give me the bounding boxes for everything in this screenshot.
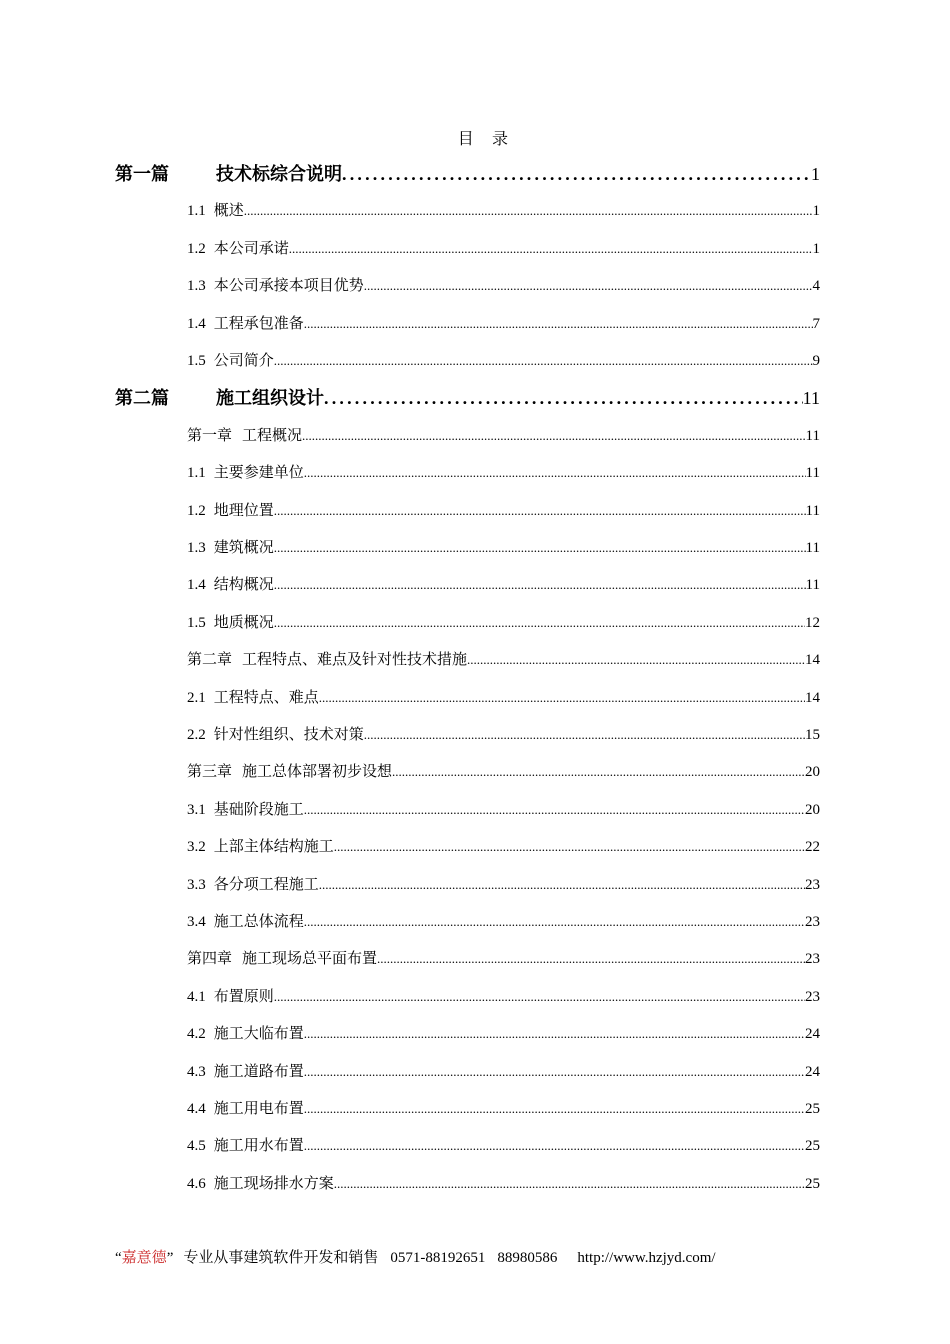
entry-page-number: 22 bbox=[805, 839, 820, 856]
entry-number: 1.2 bbox=[187, 240, 206, 257]
page-footer bbox=[115, 1246, 716, 1267]
dot-leader bbox=[274, 577, 806, 593]
entry-page-number: 1 bbox=[812, 203, 820, 220]
entry-title: 各分项工程施工 bbox=[213, 876, 319, 893]
dot-leader bbox=[302, 428, 806, 444]
entry-page-number: 11 bbox=[805, 577, 820, 594]
entry-title: 针对性组织、技术对策 bbox=[213, 727, 364, 743]
entry-title: 施工总体流程 bbox=[213, 914, 304, 930]
dot-leader bbox=[304, 1026, 805, 1042]
toc-section-row[interactable] bbox=[187, 536, 820, 557]
entry-number: 第一章 bbox=[187, 427, 233, 444]
dot-leader bbox=[334, 839, 805, 855]
entry-title: 施工用电布置 bbox=[213, 1101, 304, 1117]
entry-title: 施工用水布置 bbox=[213, 1138, 304, 1155]
dot-leader bbox=[319, 690, 805, 706]
toc-chapter-row[interactable] bbox=[187, 760, 820, 781]
dot-leader bbox=[244, 203, 813, 219]
entry-page-number: 25 bbox=[805, 1101, 820, 1117]
footer-phone2: 88980586 bbox=[497, 1250, 558, 1266]
entry-number: 第三章 bbox=[187, 764, 233, 781]
toc-section-row[interactable] bbox=[187, 274, 820, 295]
entry-title: 本公司承诺 bbox=[213, 240, 289, 257]
entry-title: 工程概况 bbox=[242, 427, 303, 444]
entry-number: 1.3 bbox=[187, 278, 206, 295]
entry-title: 地理位置 bbox=[213, 502, 274, 519]
entry-number: 4.5 bbox=[187, 1138, 206, 1155]
toc-section-row[interactable] bbox=[187, 611, 820, 632]
toc-section-row[interactable] bbox=[187, 686, 820, 707]
entry-page-number: 23 bbox=[805, 951, 820, 968]
dot-leader bbox=[274, 989, 805, 1005]
entry-title: 上部主体结构施工 bbox=[213, 839, 334, 856]
dot-leader bbox=[289, 241, 813, 257]
footer-phone1: 0571-88192651 bbox=[390, 1250, 486, 1266]
entry-page-number: 11 bbox=[805, 502, 820, 519]
dot-leader bbox=[377, 951, 805, 967]
dot-leader bbox=[274, 353, 813, 369]
dot-leader bbox=[324, 388, 803, 409]
footer-slogan: 专业从事建筑软件开发和销售 bbox=[183, 1250, 379, 1266]
footer-quote-open: “ bbox=[115, 1250, 122, 1266]
footer-url[interactable]: http://www.hzjyd.com/ bbox=[577, 1250, 716, 1266]
entry-title: 公司简介 bbox=[213, 353, 274, 369]
entry-number: 1.3 bbox=[187, 540, 206, 556]
entry-title: 基础阶段施工 bbox=[213, 801, 304, 818]
entry-number: 第四章 bbox=[187, 951, 233, 968]
part-title: 技术标综合说明 bbox=[216, 164, 342, 184]
dot-leader bbox=[304, 1101, 805, 1117]
toc-section-row[interactable] bbox=[187, 1172, 820, 1193]
toc-section-row[interactable] bbox=[187, 873, 820, 894]
entry-number: 3.2 bbox=[187, 839, 206, 856]
entry-title: 施工总体部署初步设想 bbox=[242, 764, 393, 781]
toc-section-row[interactable] bbox=[187, 1060, 820, 1081]
entry-page-number: 24 bbox=[805, 1026, 820, 1043]
toc-section-row[interactable] bbox=[187, 461, 820, 482]
toc-section-row[interactable] bbox=[187, 1022, 820, 1043]
entry-page-number: 20 bbox=[805, 801, 820, 818]
entry-number: 1.1 bbox=[187, 203, 206, 220]
toc-section-row[interactable] bbox=[187, 573, 820, 594]
dot-leader bbox=[304, 316, 813, 332]
dot-leader bbox=[274, 615, 805, 631]
dot-leader bbox=[467, 652, 805, 668]
dot-leader bbox=[392, 764, 805, 780]
part-label: 第一篇 bbox=[115, 164, 169, 184]
dot-leader bbox=[342, 164, 811, 185]
entry-title: 施工道路布置 bbox=[213, 1063, 304, 1080]
footer-quote-close: ” bbox=[166, 1250, 174, 1266]
entry-number: 1.2 bbox=[187, 502, 206, 519]
entry-number: 4.6 bbox=[187, 1175, 206, 1192]
entry-number: 4.3 bbox=[187, 1063, 206, 1080]
dot-leader bbox=[274, 540, 806, 556]
entry-page-number: 14 bbox=[805, 689, 820, 706]
entry-number: 2.2 bbox=[187, 727, 206, 743]
dot-leader bbox=[304, 1064, 805, 1080]
entry-page-number: 23 bbox=[805, 876, 820, 893]
footer-brand: 嘉意德 bbox=[121, 1250, 167, 1266]
part-page-number: 11 bbox=[802, 388, 820, 409]
toc-part-row[interactable] bbox=[115, 160, 820, 186]
entry-title: 施工现场总平面布置 bbox=[242, 951, 378, 968]
dot-leader bbox=[364, 727, 805, 743]
part-label: 第二篇 bbox=[115, 388, 169, 409]
entry-page-number: 23 bbox=[805, 988, 820, 1005]
entry-number: 4.1 bbox=[187, 988, 206, 1005]
entry-number: 4.2 bbox=[187, 1026, 206, 1043]
entry-page-number: 11 bbox=[805, 427, 820, 444]
dot-leader bbox=[274, 503, 806, 519]
entry-title: 地质概况 bbox=[213, 614, 274, 631]
entry-number: 1.4 bbox=[187, 577, 206, 594]
entry-page-number: 11 bbox=[805, 465, 820, 482]
toc-section-row[interactable] bbox=[187, 499, 820, 520]
toc-title-right: 录 bbox=[492, 131, 509, 148]
entry-title: 主要参建单位 bbox=[213, 465, 304, 482]
entry-page-number: 4 bbox=[812, 278, 820, 295]
toc-section-row[interactable] bbox=[187, 349, 820, 370]
dot-leader bbox=[304, 802, 805, 818]
part-title: 施工组织设计 bbox=[216, 388, 324, 409]
entry-page-number: 15 bbox=[805, 727, 820, 743]
toc-section-row[interactable] bbox=[187, 237, 820, 258]
entry-number: 2.1 bbox=[187, 689, 206, 706]
toc-part-row[interactable] bbox=[115, 384, 820, 410]
entry-title: 工程特点、难点及针对性技术措施 bbox=[242, 652, 468, 669]
dot-leader bbox=[334, 1176, 805, 1192]
entry-number: 1.4 bbox=[187, 315, 206, 332]
toc-title bbox=[0, 126, 950, 149]
entry-number: 3.4 bbox=[187, 914, 206, 930]
toc-chapter-row[interactable] bbox=[187, 424, 820, 445]
entry-title: 工程承包准备 bbox=[213, 315, 304, 332]
toc-section-row[interactable] bbox=[187, 910, 820, 931]
entry-page-number: 11 bbox=[805, 540, 820, 556]
entry-number: 1.5 bbox=[187, 353, 206, 369]
toc-section-row[interactable] bbox=[187, 199, 820, 220]
entry-number: 1.5 bbox=[187, 614, 206, 631]
toc-section-row[interactable] bbox=[187, 1097, 820, 1118]
entry-number: 3.1 bbox=[187, 801, 206, 818]
toc-chapter-row[interactable] bbox=[187, 648, 820, 669]
entry-page-number: 7 bbox=[812, 315, 820, 332]
entry-number: 第二章 bbox=[187, 652, 233, 669]
toc-section-row[interactable] bbox=[187, 985, 820, 1006]
entry-title: 本公司承接本项目优势 bbox=[213, 278, 364, 295]
dot-leader bbox=[304, 465, 806, 481]
entry-page-number: 12 bbox=[805, 614, 820, 631]
toc-section-row[interactable] bbox=[187, 1134, 820, 1155]
entry-number: 1.1 bbox=[187, 465, 206, 482]
entry-title: 施工现场排水方案 bbox=[213, 1175, 334, 1192]
entry-page-number: 25 bbox=[805, 1138, 820, 1155]
toc-section-row[interactable] bbox=[187, 798, 820, 819]
entry-page-number: 20 bbox=[805, 764, 820, 781]
entry-title: 概述 bbox=[213, 203, 244, 220]
entry-title: 建筑概况 bbox=[213, 540, 274, 556]
entry-title: 结构概况 bbox=[213, 577, 274, 594]
entry-title: 布置原则 bbox=[213, 988, 274, 1005]
entry-page-number: 24 bbox=[805, 1063, 820, 1080]
entry-number: 3.3 bbox=[187, 876, 206, 893]
entry-title: 工程特点、难点 bbox=[213, 689, 319, 706]
entry-number: 4.4 bbox=[187, 1101, 206, 1117]
dot-leader bbox=[304, 914, 805, 930]
dot-leader bbox=[304, 1138, 805, 1154]
entry-page-number: 25 bbox=[805, 1175, 820, 1192]
toc-title-left: 目 bbox=[457, 131, 474, 148]
part-page-number: 1 bbox=[811, 164, 820, 184]
toc-chapter-row[interactable] bbox=[187, 947, 820, 968]
entry-page-number: 23 bbox=[805, 914, 820, 930]
entry-page-number: 9 bbox=[812, 353, 820, 369]
toc-section-row[interactable] bbox=[187, 312, 820, 333]
toc-section-row[interactable] bbox=[187, 723, 820, 744]
entry-title: 施工大临布置 bbox=[213, 1026, 304, 1043]
entry-page-number: 1 bbox=[812, 240, 820, 257]
dot-leader bbox=[319, 877, 805, 893]
entry-page-number: 14 bbox=[805, 652, 820, 669]
dot-leader bbox=[364, 278, 813, 294]
toc-section-row[interactable] bbox=[187, 835, 820, 856]
